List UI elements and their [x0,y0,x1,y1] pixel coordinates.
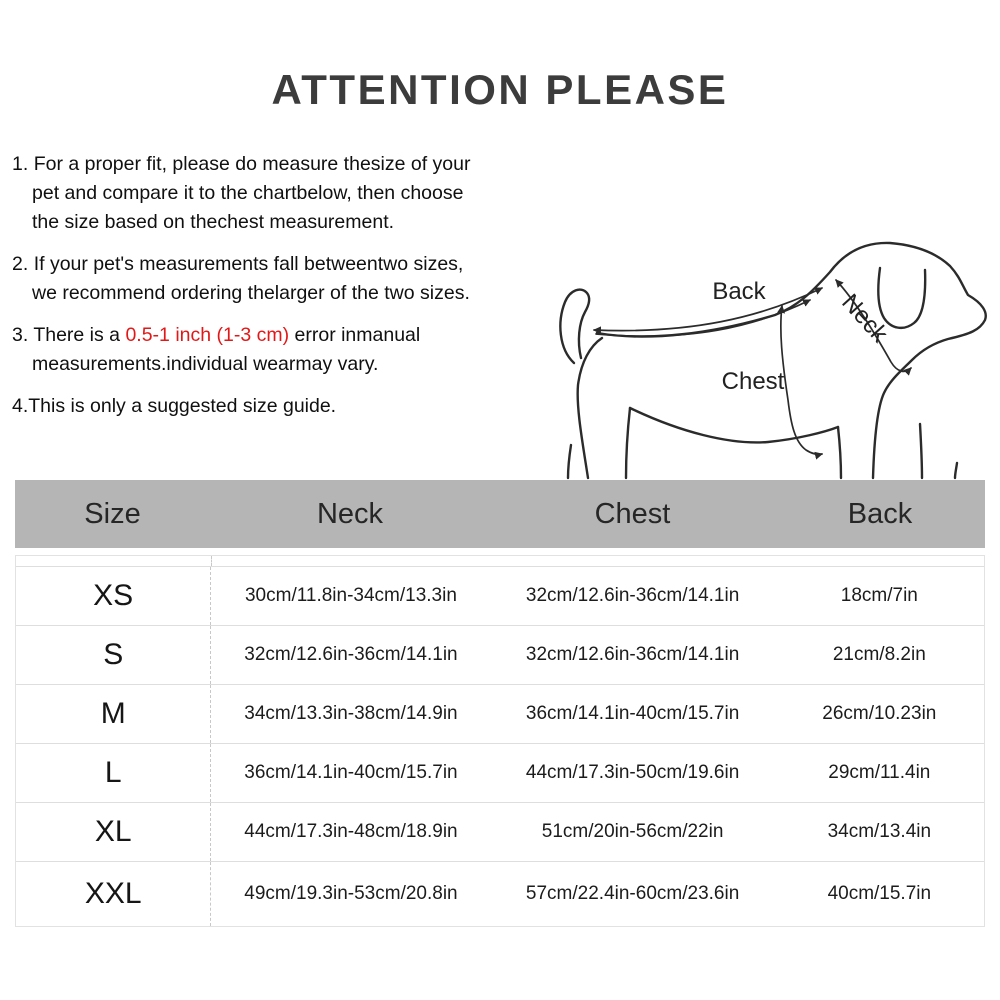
chest-cell: 51cm/20in-56cm/22in [541,821,724,842]
chest-cell: 36cm/14.1in-40cm/15.7in [525,703,740,724]
table-row-xxl [16,862,984,926]
chest-measure-line [781,306,822,454]
header-chest: Chest [594,497,671,530]
note-number: 2. [12,253,34,275]
dog-measurement-diagram [540,230,1000,480]
size-cell: L [16,744,211,802]
back-cell: 21cm/8.2in [832,644,926,665]
note-text: This is only a suggested size guide. [28,395,337,417]
table-row-xl [16,803,984,862]
table-row-xs [16,567,984,626]
header-size: Size [84,497,141,530]
back-cell: 29cm/11.4in [828,762,931,783]
back-cell: 26cm/10.23in [822,703,937,724]
neck-cell: 30cm/11.8in-34cm/13.3in [244,585,457,606]
table-header-row [15,480,985,548]
back-cell: 18cm/7in [840,585,918,606]
chest-cell: 44cm/17.3in-50cm/19.6in [525,762,740,783]
size-chart-table [15,480,985,927]
note-item-4 [12,392,490,421]
size-cell: M [16,685,211,743]
size-cell: XS [16,567,211,625]
neck-label: Neck [836,288,893,348]
neck-cell: 32cm/12.6in-36cm/14.1in [244,644,458,665]
chest-cell: 32cm/12.6in-36cm/14.1in [525,585,740,606]
table-spacer-row [16,556,984,567]
back-cell: 34cm/13.4in [827,821,932,842]
note-item-1 [12,150,490,237]
note-number: 1. [12,153,34,175]
back-cell: 40cm/15.7in [827,883,932,904]
neck-cell: 49cm/19.3in-53cm/20.8in [244,883,458,904]
header-back: Back [847,497,913,530]
note-number: 4. [12,395,29,417]
note-text: If your pet's measurements fall betweentwo sizes, we recommend ordering thelarger of the two sizes. [32,253,470,304]
notes-list [12,150,490,434]
error-range-highlight: 0.5-1 inch (1-3 cm) [125,324,290,346]
size-cell: XXL [16,862,211,926]
size-cell: S [16,626,211,684]
neck-cell: 36cm/14.1in-40cm/15.7in [244,762,458,783]
table-row-s [16,626,984,685]
note-text: There is a [33,324,126,346]
dog-diagram-svg [540,230,1000,480]
dog-outline [560,243,985,478]
note-number: 3. [12,324,34,346]
table-body [15,555,985,927]
back-label: Back [712,278,766,305]
note-item-2 [12,250,490,308]
table-row-m [16,685,984,744]
note-text: For a proper fit, please do measure thesize of your pet and compare it to the chartbelow, then choose the size based on thechest measurement. [32,153,471,233]
neck-cell: 44cm/17.3in-48cm/18.9in [244,821,458,842]
chest-label: Chest [721,368,785,395]
chest-cell: 57cm/22.4in-60cm/23.6in [525,883,740,904]
chest-cell: 32cm/12.6in-36cm/14.1in [525,644,740,665]
table-row-l [16,744,984,803]
neck-cell: 34cm/13.3in-38cm/14.9in [244,703,458,724]
note-item-3 [12,321,490,379]
note-text: error inmanual measurements.individual wearmay vary. [32,324,421,375]
size-cell: XL [16,803,211,861]
header-neck: Neck [316,497,384,530]
page-title: ATTENTION PLEASE [271,66,729,113]
